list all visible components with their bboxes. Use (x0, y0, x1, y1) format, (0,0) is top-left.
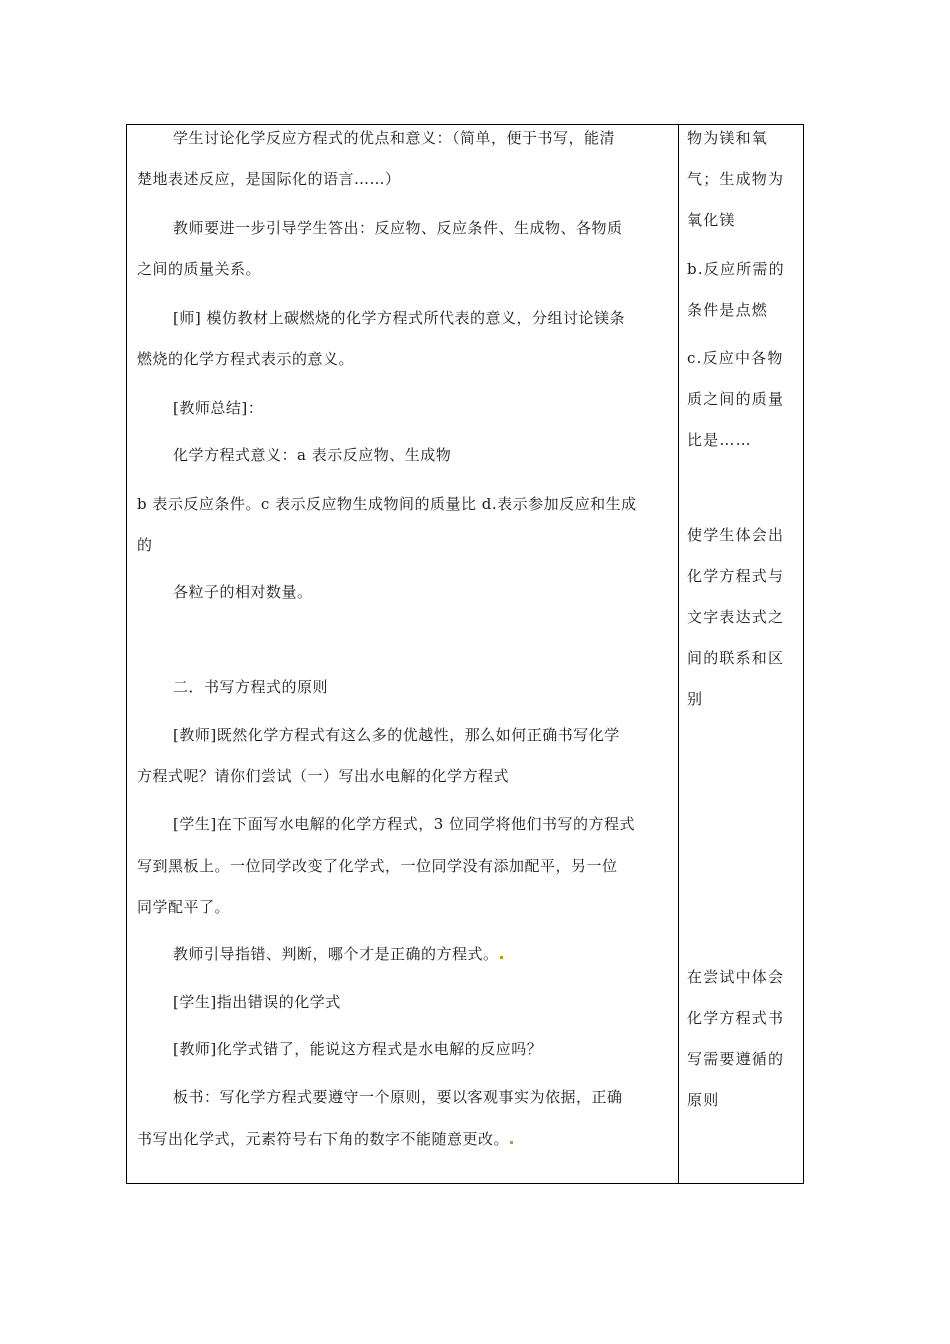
note-line: 原则 (687, 1091, 720, 1109)
note-line: 间的联系和区 (687, 649, 785, 667)
text-line: [教师]既然化学方程式有这么多的优越性，那么如何正确书写化学 (173, 726, 620, 744)
text-line: 燃烧的化学方程式表示的意义。 (137, 350, 355, 368)
note-line: 物为镁和氧 (687, 129, 769, 147)
note-line: 条件是点燃 (687, 301, 769, 319)
text-line: 板书：写化学方程式要遵守一个原则，要以客观事实为依据，正确 (173, 1088, 623, 1106)
text-line: [学生]指出错误的化学式 (173, 993, 341, 1011)
text-line (173, 944, 503, 964)
text-line: 的 (137, 536, 153, 554)
note-line: 写需要遵循的 (687, 1050, 785, 1068)
text-line: 学生讨论化学反应方程式的优点和意义：（简单，便于书写，能清 (173, 129, 616, 147)
note-line: 化学方程式书 (687, 1009, 785, 1027)
note-line: 别 (687, 690, 704, 708)
note-line: b.反应所需的 (687, 260, 785, 278)
lesson-plan-table (126, 124, 804, 1184)
text-line: [教师总结]： (173, 399, 264, 417)
text-line: [教师]化学式错了，能说这方程式是水电解的反应吗？ (173, 1040, 543, 1058)
note-line: c.反应中各物 (687, 349, 784, 367)
mark-dot (500, 956, 503, 959)
text-line: 同学配平了。 (137, 898, 231, 916)
text-line: [学生]在下面写水电解的化学方程式，3 位同学将他们书写的方程式 (173, 815, 636, 833)
section-heading: 二．书写方程式的原则 (173, 678, 329, 696)
note-line: 氧化镁 (687, 211, 736, 229)
mark-dot (510, 1141, 513, 1144)
column-divider (678, 125, 679, 1183)
note-line: 文字表达式之 (687, 608, 785, 626)
note-line: 气；生成物为 (687, 170, 785, 188)
note-line: 使学生体会出 (687, 526, 785, 544)
note-line: 化学方程式与 (687, 567, 785, 585)
text-line: 教师要进一步引导学生答出：反应物、反应条件、生成物、各物质 (173, 219, 623, 237)
note-line: 质之间的质量 (687, 390, 785, 408)
text-line: [师] 模仿教材上碳燃烧的化学方程式所代表的意义，分组讨论镁条 (173, 309, 625, 327)
note-line: 比是…… (687, 431, 752, 449)
text-line-content: 教师引导指错、判断，哪个才是正确的方程式。 (173, 945, 499, 963)
note-line: 在尝试中体会 (687, 968, 785, 986)
text-line: 之间的质量关系。 (137, 260, 262, 278)
text-line (137, 1129, 513, 1149)
text-line: 写到黑板上。一位同学改变了化学式，一位同学没有添加配平，另一位 (137, 857, 618, 875)
text-line: 方程式呢？请你们尝试（一）写出水电解的化学方程式 (137, 767, 510, 785)
text-line: b 表示反应条件。c 表示反应物生成物间的质量比 d.表示参加反应和生成 (137, 495, 637, 513)
text-line: 楚地表述反应，是国际化的语言……） (137, 170, 401, 188)
text-line: 化学方程式意义：a 表示反应物、生成物 (173, 446, 452, 464)
text-line-content: 书写出化学式，元素符号右下角的数字不能随意更改。 (137, 1130, 510, 1148)
text-line: 各粒子的相对数量。 (173, 583, 313, 601)
